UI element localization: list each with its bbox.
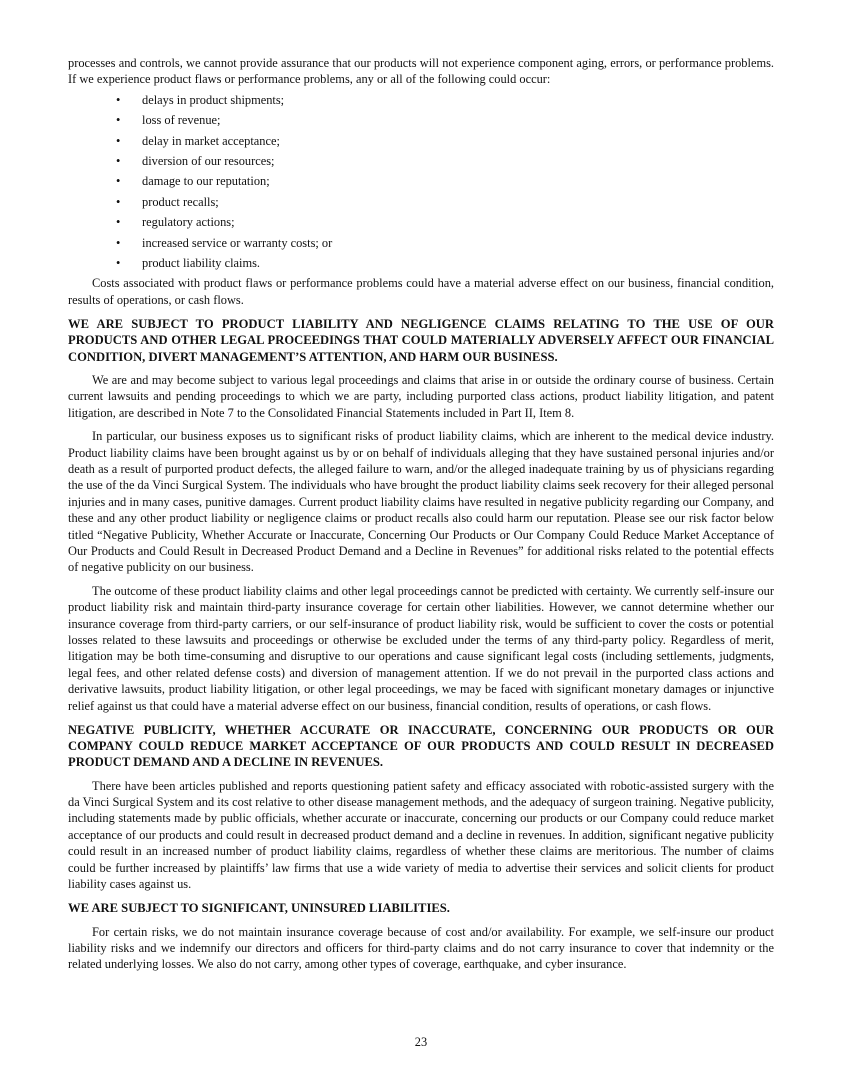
list-item: • delay in market acceptance;	[68, 131, 774, 151]
list-item: • product liability claims.	[68, 253, 774, 273]
consequences-list	[68, 90, 774, 274]
body-paragraph: We are and may become subject to various legal proceedings and claims that arise in or outside the ordinary course of business. Certain current lawsuits and pending proceedings to which we are party, including purported class actions, product liability litigation, and patent litigation, are described in Note 7 to the Consolidated Financial Statements included in Part II, Item 8.	[68, 372, 774, 420]
section-heading-uninsured-liabilities: WE ARE SUBJECT TO SIGNIFICANT, UNINSURED LIABILITIES.	[68, 901, 450, 916]
body-paragraph: There have been articles published and reports questioning patient safety and efficacy associated with robotic-assisted surgery with the da Vinci Surgical System and its cost relative to other disease management methods, and the adequacy of surgeon training. Negative publicity, including statements made by public officials, whether accurate or inaccurate, concerning our products or our Company could reduce market acceptance of our products and could result in decreased product demand and a decline in revenues. In addition, significant negative publicity could result in an increased number of product liability claims, regardless of whether these claims are meritorious. The number of claims could be further increased by plaintiffs’ law firms that use a wide variety of media to advertise their services and solicit clients for product liability cases against us.	[68, 778, 774, 892]
list-item: • damage to our reputation;	[68, 171, 774, 191]
list-item: • increased service or warranty costs; or	[68, 233, 774, 253]
page-number: 23	[414, 1035, 428, 1049]
body-paragraph: For certain risks, we do not maintain insurance coverage because of cost and/or availability. For example, we self-insure our product liability risks and we indemnify our directors and officers for third-party claims and do not carry insurance to cover that indemnity or the related underlying losses. We also do not carry, among other types of coverage, earthquake, and cyber insurance.	[68, 924, 774, 972]
body-paragraph: In particular, our business exposes us to significant risks of product liability claims, which are inherent to the medical device industry. Product liability claims have been brought against us by or on behalf of individuals alleging that they have sustained personal injuries and/or death as a result of purported product defects, the alleged failure to warn, and/or the alleged inadequate training by us of physicians regarding the use of the da Vinci Surgical System. The individuals who have brought the product liability claims seek recovery for their alleged personal injuries and in many cases, punitive damages. Current product liability claims have resulted in negative publicity regarding our Company, and these and any other product liability or negligence claims or product recalls also could harm our reputation. Please see our risk factor below titled “Negative Publicity, Whether Accurate or Inaccurate, Concerning Our Products or Our Company Could Reduce Market Acceptance of Our Products and Could Result in Decreased Product Demand and a Decline in Revenues” for additional risks related to the potential effects of negative publicity on our business.	[68, 429, 774, 575]
section-heading-product-liability: WE ARE SUBJECT TO PRODUCT LIABILITY AND NEGLIGENCE CLAIMS RELATING TO THE USE OF OUR PRODUCTS AND OTHER LEGAL PROCEEDINGS THAT COULD MATERIALLY ADVERSELY AFFECT OUR FINANCIAL CONDITION, DIVERT MANAGEMENT’S ATTENTION, AND HARM OUR BUSINESS.	[68, 317, 774, 364]
section-heading-negative-publicity: NEGATIVE PUBLICITY, WHETHER ACCURATE OR INACCURATE, CONCERNING OUR PRODUCTS OR OUR COMPANY COULD REDUCE MARKET ACCEPTANCE OF OUR PRODUCTS AND COULD RESULT IN DECREASED PRODUCT DEMAND AND A DECLINE IN REVENUES.	[68, 723, 774, 770]
intro-paragraph: processes and controls, we cannot provide assurance that our products will not experience component aging, errors, or performance problems. If we experience product flaws or performance problems, any or all of the following could occur:	[68, 56, 774, 87]
list-item: • delays in product shipments;	[68, 90, 774, 110]
list-item: • product recalls;	[68, 192, 774, 212]
list-item: • diversion of our resources;	[68, 151, 774, 171]
body-paragraph: The outcome of these product liability claims and other legal proceedings cannot be predicted with certainty. We currently self-insure our product liability risk and maintain third-party insurance coverage for certain other liabilities. However, we cannot determine whether our insurance coverage from third-party carriers, or our self-insurance of product liability risk, would be sufficient to cover the costs or potential losses related to these lawsuits and proceedings or otherwise be excluded under the terms of any third-party policy. Regardless of merit, litigation may be both time-consuming and disruptive to our operations and cause significant legal costs (including settlements, judgments, legal fees, and other related defense costs) and diversion of management attention. If we do not prevail in the purported class actions and derivative lawsuits, product liability litigation, or other legal proceedings, we may be faced with significant monetary damages or injunctive relief against us that could have a material adverse effect on our business, financial condition, results of operations, or cash flows.	[68, 583, 774, 713]
list-item: • loss of revenue;	[68, 110, 774, 130]
costs-paragraph: Costs associated with product flaws or performance problems could have a material adverse effect on our business, financial condition, results of operations, or cash flows.	[68, 276, 774, 307]
list-item: • regulatory actions;	[68, 212, 774, 232]
